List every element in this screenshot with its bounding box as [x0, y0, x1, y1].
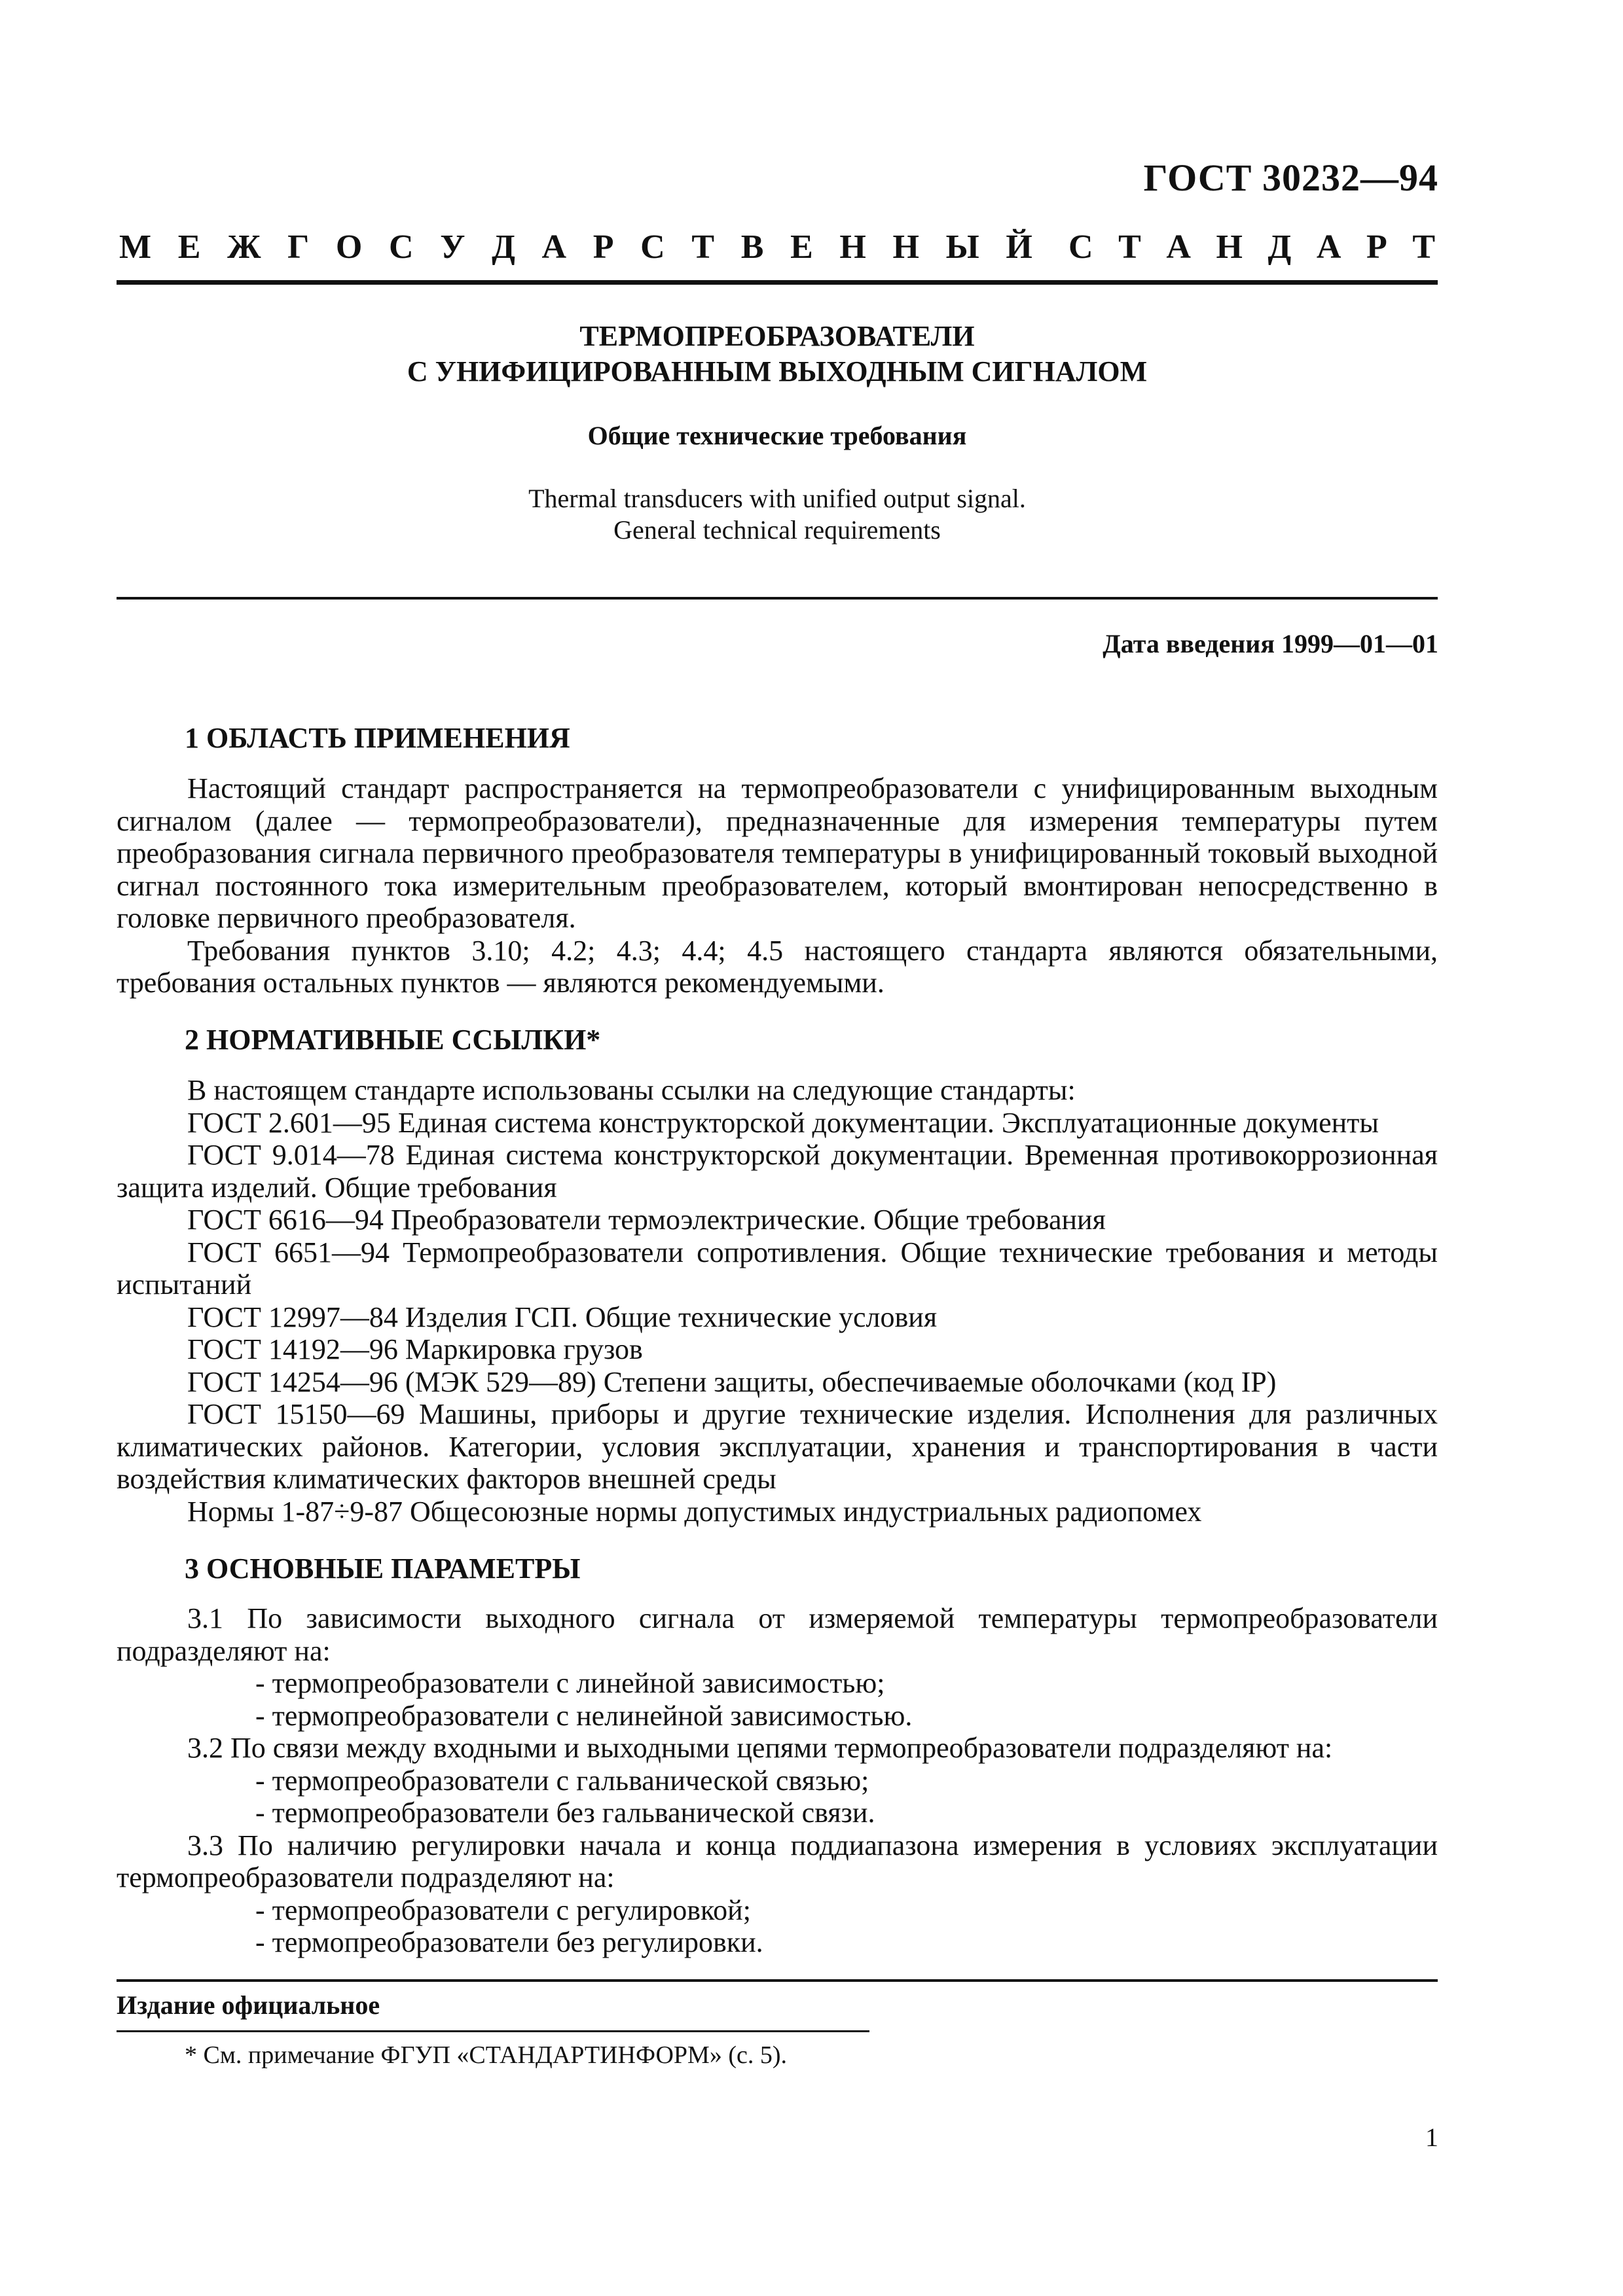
list-item: - термопреобразователи с линейной зависимостью;	[255, 1667, 885, 1699]
english-title-line-2: General technical requirements	[613, 515, 941, 545]
clause-3-1: 3.1 По зависимости выходного сигнала от измеряемой температуры термопреобразователи подразделяют на:	[117, 1602, 1438, 1667]
title-rule	[117, 597, 1438, 600]
footnote: * См. примечание ФГУП «СТАНДАРТИНФОРМ» (с. 5).	[185, 2041, 788, 2069]
interstate-word: М Е Ж Г О С У Д А Р С Т В Е Н Н Ы Й	[119, 228, 1032, 266]
reference-item: ГОСТ 14254—96 (МЭК 529—89) Степени защиты, обеспечиваемые оболочками (код IP)	[187, 1365, 1277, 1398]
english-title	[117, 483, 1438, 546]
section-1-paragraph-2: Требования пунктов 3.10; 4.2; 4.3; 4.4; 4.5 настоящего стандарта являются обязательными, требования остальных пунктов — являются рекомендуемыми.	[117, 934, 1438, 999]
list-item: - термопреобразователи с гальванической связью;	[255, 1764, 869, 1797]
official-edition-label: Издание официальное	[117, 1990, 380, 2020]
reference-item: Нормы 1-87÷9-87 Общесоюзные нормы допустимых индустриальных радиопомех	[187, 1495, 1202, 1528]
section-1-body	[117, 772, 1438, 999]
reference-item: ГОСТ 6651—94 Термопреобразователи сопротивления. Общие технические требования и методы испытаний	[117, 1236, 1438, 1300]
references-intro: В настоящем стандарте использованы ссылки на следующие стандарты:	[187, 1074, 1076, 1106]
gost-code: ГОСТ 30232—94	[1143, 156, 1438, 199]
section-2-heading: 2 НОРМАТИВНЫЕ ССЫЛКИ*	[185, 1024, 601, 1056]
list-item: - термопреобразователи с регулировкой;	[255, 1893, 751, 1926]
section-3-body	[117, 1602, 1438, 1959]
clause-3-3: 3.3 По наличию регулировки начала и конца поддиапазона измерения в условиях эксплуатации термопреобразователи подразделяют на:	[117, 1829, 1438, 1893]
clause-3-2: 3.2 По связи между входными и выходными цепями термопреобразователи подразделяют на:	[187, 1732, 1333, 1764]
list-item: - термопреобразователи без регулировки.	[255, 1926, 763, 1958]
section-1-heading: 1 ОБЛАСТЬ ПРИМЕНЕНИЯ	[185, 722, 570, 754]
interstate-standard-banner	[119, 228, 1435, 266]
list-item: - термопреобразователи с нелинейной зависимостью.	[255, 1699, 913, 1732]
footer-rule	[117, 1979, 1438, 1982]
list-item: - термопреобразователи без гальванической связи.	[255, 1797, 875, 1829]
reference-item: ГОСТ 15150—69 Машины, приборы и другие технические изделия. Исполнения для различных климатических районов. Категории, условия эксплуатации, хранения и транспортирования в части воздействия климатических факторов внешней среды	[117, 1398, 1438, 1495]
section-2-body	[117, 1074, 1438, 1528]
introduction-date: Дата введения 1999—01—01	[1103, 629, 1438, 658]
section-3-heading: 3 ОСНОВНЫЕ ПАРАМЕТРЫ	[185, 1552, 581, 1585]
reference-item: ГОСТ 14192—96 Маркировка грузов	[187, 1333, 643, 1365]
title-line-1: ТЕРМОПРЕОБРАЗОВАТЕЛИ	[579, 320, 975, 352]
header-rule	[117, 280, 1438, 285]
standard-word: С Т А Н Д А Р Т	[1068, 228, 1435, 266]
reference-item: ГОСТ 9.014—78 Единая система конструкторской документации. Временная противокоррозионная защита изделий. Общие требования	[117, 1139, 1438, 1204]
title-line-2: С УНИФИЦИРОВАННЫМ ВЫХОДНЫМ СИГНАЛОМ	[407, 355, 1148, 387]
footnote-rule	[117, 2030, 869, 2032]
reference-item: ГОСТ 12997—84 Изделия ГСП. Общие технические условия	[187, 1300, 938, 1333]
reference-item: ГОСТ 6616—94 Преобразователи термоэлектрические. Общие требования	[187, 1204, 1106, 1236]
page-number: 1	[1425, 2123, 1438, 2152]
section-1-paragraph-1: Настоящий стандарт распространяется на термопреобразователи с унифицированным выходным сигналом (далее — термопреобразователи), предназначенные для измерения температуры путем преобразования сигнала первичного преобразователя температуры в унифицированный токовый выходной сигнал постоянного тока измерительным преобразователем, который вмонтирован непосредственно в головке первичного преобразователя.	[117, 772, 1438, 934]
reference-item: ГОСТ 2.601—95 Единая система конструкторской документации. Эксплуатационные документы	[187, 1106, 1379, 1139]
document-title	[117, 319, 1438, 389]
english-title-line-1: Thermal transducers with unified output signal.	[528, 484, 1026, 513]
document-subtitle: Общие технические требования	[587, 421, 967, 450]
